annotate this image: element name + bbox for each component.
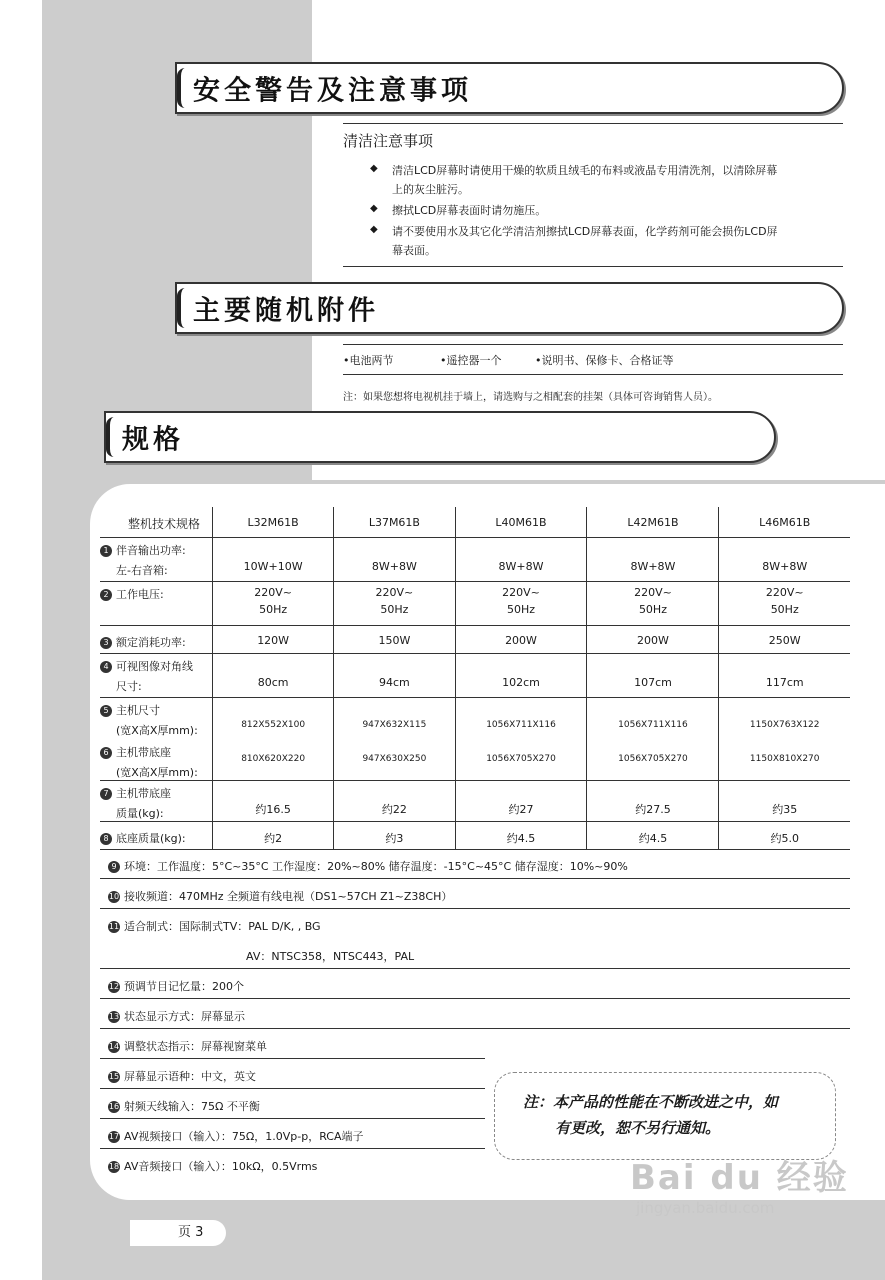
spec-header-row [100, 507, 850, 537]
spec-line [108, 1038, 267, 1054]
spec-value-cell [455, 821, 587, 849]
row-number-badge: 9 [108, 861, 120, 873]
spec-value: 80cm [257, 675, 289, 689]
spec-line-rule [100, 998, 850, 999]
spec-value-cell [213, 537, 334, 581]
spec-value-cell [334, 537, 455, 581]
spec-value: 1056X711X116 [486, 719, 556, 730]
accessory-item: •电池两节 [343, 354, 394, 367]
note-box [494, 1072, 836, 1160]
spec-value-cell [455, 625, 587, 653]
spec-value: 约4.5 [638, 831, 668, 845]
spec-value: 约27 [508, 802, 534, 816]
spec-value-cell [213, 697, 334, 780]
spec-value-cell [455, 581, 587, 625]
spec-value: 120W [257, 633, 290, 647]
model-name: L32M61B [247, 516, 299, 529]
spec-value: 8W+8W [630, 559, 676, 573]
spec-row [100, 821, 850, 849]
spec-line-rule [100, 1148, 485, 1149]
spec-row [100, 653, 850, 697]
spec-value-cell [587, 537, 719, 581]
spec-value-cell [587, 780, 719, 821]
spec-line-text: 屏幕显示语种：中文，英文 [124, 1070, 256, 1083]
safety-section-title: 安全警告及注意事项 [193, 75, 472, 107]
cleaning-bottom-rule [343, 266, 843, 267]
row-number-badge: 5 [100, 705, 112, 717]
row-number-badge: 12 [108, 982, 120, 991]
note-line-1: 注：本产品的性能在不断改进之中，如 [523, 1093, 779, 1111]
spec-value: 220V~ [254, 585, 292, 599]
spec-value-cell [334, 653, 455, 697]
spec-line [108, 1128, 364, 1144]
row-label-secondary: (宽X高X厚mm): [116, 765, 198, 779]
spec-line [108, 918, 321, 934]
spec-value: 约3 [385, 831, 404, 845]
spec-value-cell [719, 537, 850, 581]
baidu-watermark [630, 1150, 849, 1217]
bullet-icon: ◆ [370, 163, 378, 174]
model-header-cell [213, 507, 334, 537]
spec-value-cell [213, 653, 334, 697]
row-label: 底座质量(kg): [116, 831, 186, 845]
accessories-section-banner [175, 282, 844, 334]
spec-value: 200W [637, 633, 669, 647]
cleaning-top-rule [343, 123, 843, 124]
row-number-badge: 3 [100, 637, 112, 649]
row-number-badge: 6 [100, 747, 112, 759]
spec-line-rule [100, 968, 850, 969]
spec-row-label-cell [100, 653, 213, 697]
model-name: L37M61B [368, 516, 420, 529]
row-number-badge: 18 [108, 1162, 120, 1171]
cleaning-item: 清洁LCD屏幕时请使用干燥的软质且绒毛的布料或液晶专用清洗剂，以清除屏幕 [392, 164, 778, 177]
accessories-note: 注：如果您想将电视机挂于墙上，请选购与之相配套的挂架（具体可咨询销售人员）。 [343, 392, 718, 403]
spec-value: 94cm [379, 675, 410, 689]
spec-value: 约27.5 [635, 802, 671, 816]
spec-line-text: 状态显示方式：屏幕显示 [124, 1010, 245, 1023]
page-number: 页 3 [130, 1220, 226, 1246]
row-label: 额定消耗功率: [116, 635, 186, 649]
spec-value-cell [334, 821, 455, 849]
spec-value-cell [334, 780, 455, 821]
spec-value-cell [719, 625, 850, 653]
spec-row-label-cell [100, 697, 213, 780]
spec-value-secondary: 50Hz [638, 602, 667, 616]
spec-value: 1056X705X270 [618, 753, 688, 764]
spec-value: 8W+8W [762, 559, 808, 573]
row-number-badge: 13 [108, 1012, 120, 1021]
accessory-item: •说明书、保修卡、合格证等 [535, 354, 674, 367]
cleaning-item: 请不要使用水及其它化学清洁剂擦拭LCD屏幕表面，化学药剂可能会损伤LCD屏 [392, 225, 778, 238]
bullet-icon: ◆ [370, 203, 378, 214]
spec-section-title: 规格 [122, 424, 184, 456]
watermark-brand: Bai du 经验 [630, 1158, 849, 1198]
spec-value-cell [587, 581, 719, 625]
accessories-mid-rule [343, 374, 843, 375]
spec-line-rule [100, 908, 850, 909]
model-name: L40M61B [495, 516, 547, 529]
spec-row-label-cell [100, 625, 213, 653]
spec-value-secondary: 50Hz [380, 602, 409, 616]
cleaning-item: 幕表面。 [392, 244, 436, 257]
spec-line [108, 1068, 256, 1084]
spec-table [100, 507, 850, 850]
spec-value-cell [587, 821, 719, 849]
spec-value: 220V~ [634, 585, 672, 599]
spec-value-cell [719, 821, 850, 849]
spec-header-label: 整机技术规格 [128, 517, 201, 531]
spec-value: 约22 [381, 802, 407, 816]
accessories-section-title: 主要随机附件 [193, 295, 379, 327]
spec-line-rule [100, 1028, 850, 1029]
spec-line-rule [100, 878, 850, 879]
row-label-secondary: (宽X高X厚mm): [116, 723, 198, 737]
spec-value: 1056X705X270 [486, 753, 556, 764]
spec-value: 1056X711X116 [618, 719, 688, 730]
accessory-item: •遥控器一个 [440, 354, 502, 367]
spec-value: 107cm [634, 675, 672, 689]
row-number-badge: 2 [100, 589, 112, 601]
spec-header-label-cell [100, 507, 213, 537]
spec-value-cell [334, 625, 455, 653]
spec-value-cell [587, 625, 719, 653]
row-label: 可视图像对角线 [116, 659, 193, 673]
spec-row-label-cell [100, 821, 213, 849]
spec-value-cell [213, 821, 334, 849]
spec-value-cell [455, 653, 587, 697]
spec-line [246, 948, 414, 964]
safety-section-banner [175, 62, 844, 114]
spec-line [108, 1008, 245, 1024]
spec-value: 250W [768, 633, 801, 647]
spec-line [108, 1098, 260, 1114]
spec-row [100, 581, 850, 625]
note-line-2: 有更改，恕不另行通知。 [555, 1119, 721, 1137]
row-label: 主机带底座 [116, 786, 171, 800]
spec-line-rule [100, 1088, 485, 1089]
spec-value: 约16.5 [255, 802, 291, 816]
spec-line [108, 1158, 317, 1174]
row-label: 工作电压: [116, 587, 164, 601]
row-number-badge: 16 [108, 1102, 120, 1111]
spec-value-cell [334, 697, 455, 780]
spec-value-cell [587, 697, 719, 780]
spec-value-cell [213, 780, 334, 821]
spec-value-cell [455, 697, 587, 780]
spec-value: 150W [378, 633, 411, 647]
spec-line-text: AV视频接口（输入）：75Ω，1.0Vp-p，RCA端子 [124, 1130, 364, 1143]
spec-value: 810X620X220 [241, 753, 306, 764]
row-number-badge: 10 [108, 892, 120, 901]
row-label-secondary: 左-右音箱: [116, 563, 168, 577]
spec-line [108, 888, 452, 904]
spec-value: 200W [505, 633, 537, 647]
spec-line-rule [100, 1118, 485, 1119]
spec-line-text: 调整状态指示：屏幕视窗菜单 [124, 1040, 267, 1053]
spec-value: 约35 [772, 802, 798, 816]
spec-line [108, 978, 244, 994]
watermark-url: jingyan.baidu.com [636, 1199, 775, 1217]
accessories-top-rule [343, 344, 843, 345]
spec-value-cell [719, 653, 850, 697]
model-header-cell [719, 507, 850, 537]
row-label: 伴音输出功率: [116, 543, 186, 557]
row-number-badge: 11 [108, 922, 120, 931]
row-number-badge: 7 [100, 788, 112, 800]
banner-mark [177, 68, 191, 108]
spec-line-text: AV：NTSC358，NTSC443，PAL [246, 950, 415, 963]
bullet-icon: ◆ [370, 224, 378, 235]
model-header-cell [455, 507, 587, 537]
row-number-badge: 1 [100, 545, 112, 557]
spec-value: 812X552X100 [241, 719, 306, 730]
row-label-secondary: 质量(kg): [116, 806, 164, 820]
spec-value: 947X632X115 [362, 719, 427, 730]
spec-value: 约4.5 [506, 831, 536, 845]
spec-value: 8W+8W [371, 559, 417, 573]
spec-value-cell [719, 581, 850, 625]
spec-value-cell [213, 581, 334, 625]
cleaning-item: 擦拭LCD屏幕表面时请勿施压。 [392, 204, 547, 217]
spec-line-text: 适合制式：国际制式TV：PAL D/K, , BG [124, 920, 321, 933]
row-number-badge: 14 [108, 1042, 120, 1051]
row-label: 主机带底座 [116, 745, 171, 759]
spec-value-cell [455, 780, 587, 821]
spec-line-text: 接收频道：470MHz 全频道有线电视（DS1~57CH Z1~Z38CH） [124, 890, 453, 903]
row-number-badge: 4 [100, 661, 112, 673]
spec-value-cell [719, 697, 850, 780]
spec-value: 约2 [264, 831, 283, 845]
spec-value: 117cm [765, 675, 804, 689]
spec-value-cell [213, 625, 334, 653]
row-label: 主机尺寸 [116, 703, 160, 717]
spec-value: 102cm [502, 675, 540, 689]
model-name: L46M61B [759, 516, 811, 529]
spec-value-cell [455, 537, 587, 581]
spec-value: 8W+8W [498, 559, 544, 573]
banner-mark [106, 417, 120, 457]
spec-value: 10W+10W [243, 559, 303, 573]
spec-line-text: 环境：工作温度：5°C~35°C 工作湿度：20%~80% 储存温度：-15°C~45°C 储存湿度：10%~90% [124, 860, 628, 873]
spec-value: 947X630X250 [362, 753, 427, 764]
row-label-secondary: 尺寸: [116, 679, 142, 693]
spec-value: 约5.0 [770, 831, 799, 845]
banner-mark [177, 288, 191, 328]
spec-value: 220V~ [375, 585, 414, 599]
spec-line-text: 射频天线输入：75Ω 不平衡 [124, 1100, 260, 1113]
spec-value: 220V~ [502, 585, 540, 599]
cleaning-item: 上的灰尘脏污。 [392, 183, 469, 196]
spec-row-label-cell [100, 581, 213, 625]
spec-value-secondary: 50Hz [770, 602, 799, 616]
spec-line-text: 预调节目记忆量：200个 [124, 980, 244, 993]
spec-line [108, 858, 628, 874]
spec-row [100, 697, 850, 780]
row-number-badge: 8 [100, 833, 112, 845]
spec-row [100, 537, 850, 581]
spec-row-label-cell [100, 780, 213, 821]
spec-value-cell [719, 780, 850, 821]
model-name: L42M61B [627, 516, 679, 529]
spec-row [100, 780, 850, 821]
spec-line-rule [100, 1058, 485, 1059]
spec-value: 1150X810X270 [749, 753, 820, 764]
spec-row [100, 625, 850, 653]
spec-value-secondary: 50Hz [506, 602, 536, 616]
row-number-badge: 17 [108, 1132, 120, 1141]
model-header-cell [334, 507, 455, 537]
spec-value-secondary: 50Hz [259, 602, 288, 616]
row-number-badge: 15 [108, 1072, 120, 1081]
spec-row-label-cell [100, 537, 213, 581]
spec-value-cell [587, 653, 719, 697]
spec-value-cell [334, 581, 455, 625]
spec-line-text: AV音频接口（输入）：10kΩ，0.5Vrms [124, 1160, 318, 1173]
spec-section-banner [104, 411, 776, 463]
spec-value: 220V~ [765, 585, 804, 599]
model-header-cell [587, 507, 719, 537]
cleaning-heading: 清洁注意事项 [343, 132, 434, 150]
spec-value: 1150X763X122 [749, 719, 820, 730]
